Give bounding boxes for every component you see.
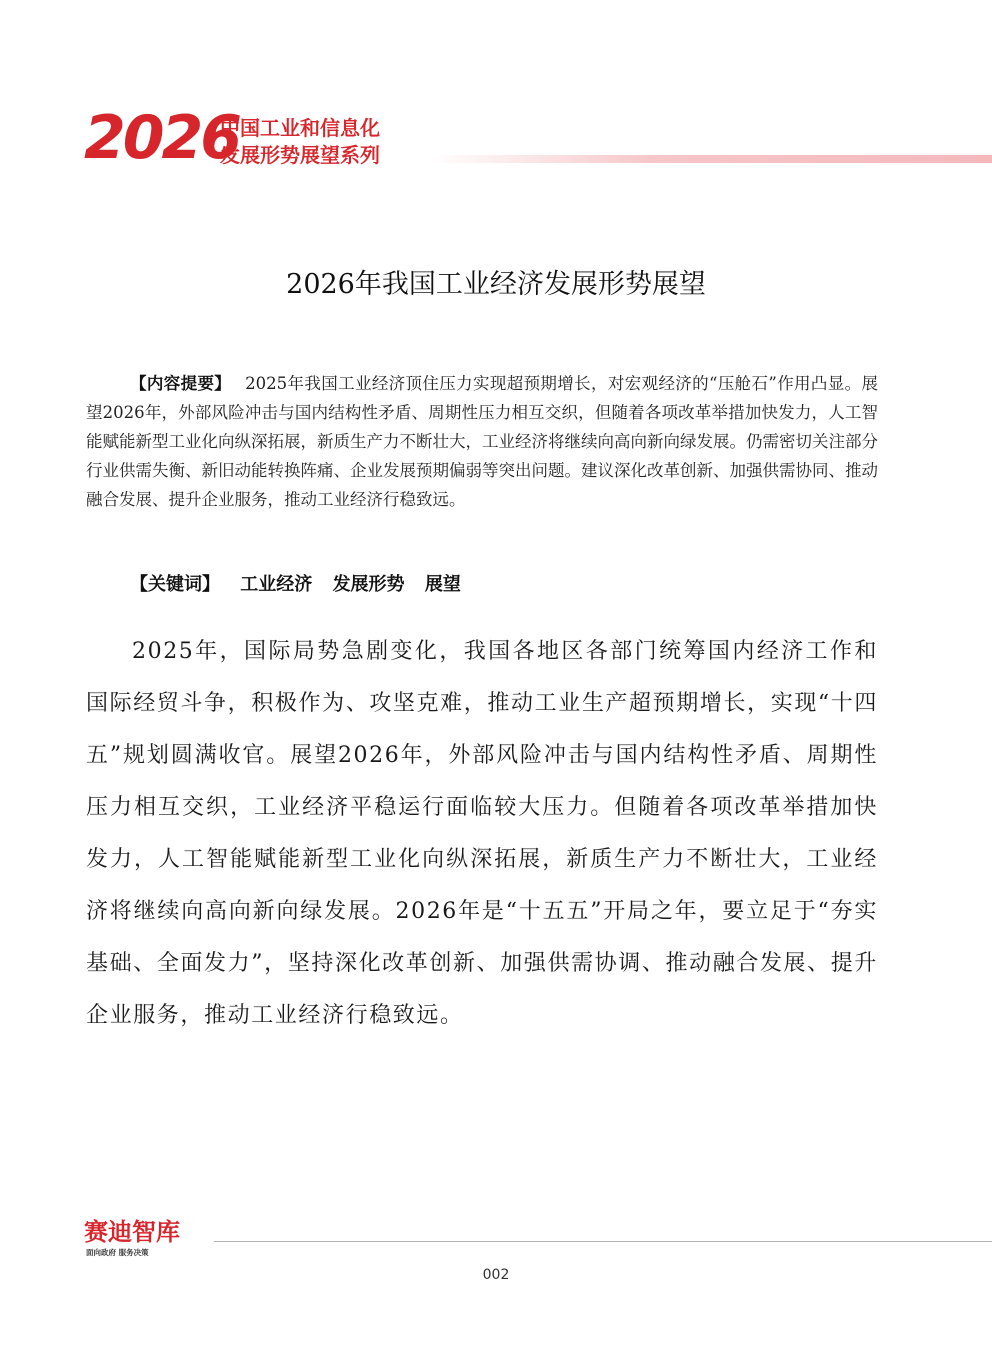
page-header xyxy=(0,0,992,180)
keyword-item: 发展形势 xyxy=(332,574,405,595)
footer-divider xyxy=(214,1241,992,1242)
keywords-label: 【关键词】 xyxy=(130,574,220,595)
series-logo-year: 2026 xyxy=(84,103,239,173)
abstract-text: 2025年我国工业经济顶住压力实现超预期增长，对宏观经济的“压舱石”作用凸显。展望2026年，外部风险冲击与国内结构性矛盾、周期性压力相互交织，但随着各项改革举措加快发力，人工智能赋能新型工业化向纵深拓展，新质生产力不断壮大，工业经济将继续向高向新向绿发展。仍需密切关注部分行业供需失衡、新旧动能转换阵痛、企业发展预期偏弱等突出问题。建议深化改革创新、加强供需协同、推动融合发展、提升企业服务，推动工业经济行稳致远。 xyxy=(86,374,878,509)
footer-brand-slogan: 面向政府 服务决策 xyxy=(86,1248,149,1257)
keyword-item: 工业经济 xyxy=(240,574,313,595)
header-decorative-bar xyxy=(430,155,992,163)
body-paragraph: 2025年，国际局势急剧变化，我国各地区各部门统筹国内经济工作和国际经贸斗争，积极作为、攻坚克难，推动工业生产超预期增长，实现“十四五”规划圆满收官。展望2026年，外部风险冲击与国内结构性矛盾、周期性压力相互交织，工业经济平稳运行面临较大压力。但随着各项改革举措加快发力，人工智能赋能新型工业化向纵深拓展，新质生产力不断壮大，工业经济将继续向高向新向绿发展。2026年是“十五五”开局之年，要立足于“夯实基础、全面发力”，坚持深化改革创新、加强供需协调、推动融合发展、提升企业服务，推动工业经济行稳致远。 xyxy=(86,639,878,1028)
series-title-line1: 中国工业和信息化 xyxy=(220,116,380,140)
abstract-label: 【内容提要】 xyxy=(130,374,232,393)
page-number: 002 xyxy=(482,1267,510,1283)
keywords-line xyxy=(130,570,890,600)
series-title-line2: 发展形势展望系列 xyxy=(220,143,380,167)
keyword-item: 展望 xyxy=(424,574,461,595)
series-title xyxy=(220,115,380,169)
abstract-paragraph xyxy=(86,369,878,514)
footer-brand-logo: 赛迪智库 xyxy=(84,1218,180,1246)
document-title: 2026年我国工业经济发展形势展望 xyxy=(286,269,706,300)
